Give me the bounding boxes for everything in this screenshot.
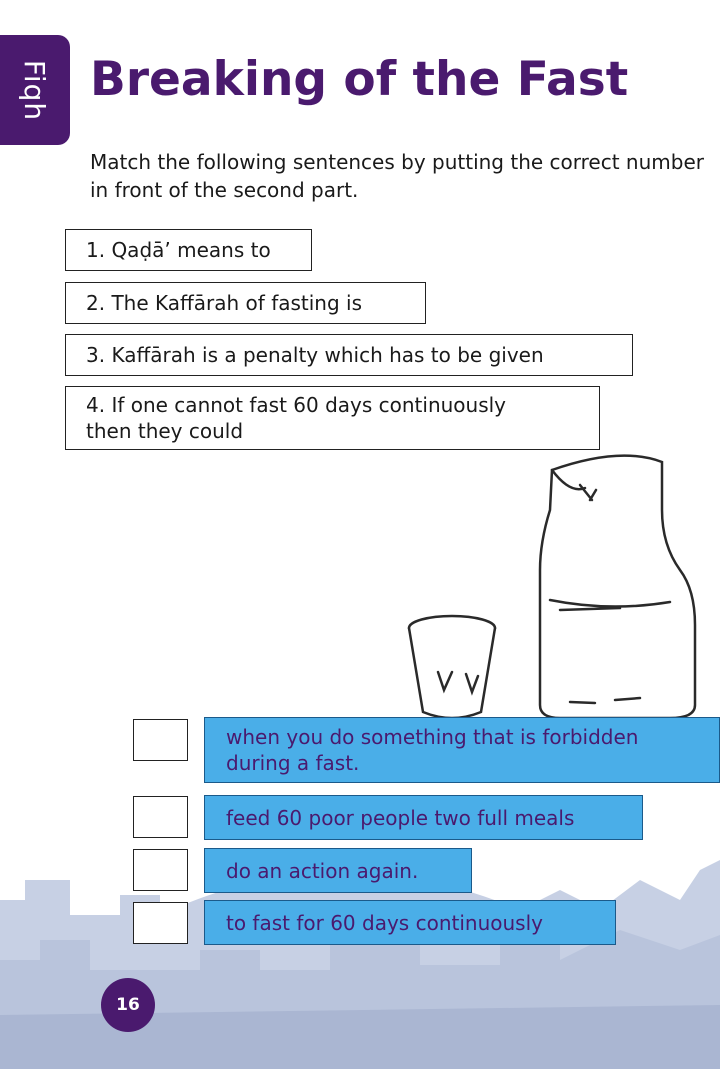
page-number: 16 [116,995,140,1015]
section-tab-label: Fiqh [18,59,52,121]
sentence-3-text: 3. Kaffārah is a penalty which has to be given [86,343,544,367]
glass [409,616,495,718]
sentence-1 [65,229,312,271]
sentence-1-text: 1. Qaḍā’ means to [86,238,271,262]
answer-1-text: when you do something that is forbidden during a fast. [226,725,639,775]
answer-2-text: feed 60 poor people two full meals [226,805,575,830]
answer-box-1[interactable] [133,719,188,761]
sentence-2-text: 2. The Kaffārah of fasting is [86,291,363,315]
answer-3-text: do an action again. [226,858,419,883]
sentence-4 [65,386,600,450]
sentence-2 [65,282,426,324]
answer-box-2[interactable] [133,796,188,838]
water-jug [540,456,695,718]
answer-2 [204,795,643,840]
answer-4 [204,900,616,945]
answer-box-4[interactable] [133,902,188,944]
sentence-3 [65,334,633,376]
sentence-4-text: 4. If one cannot fast 60 days continuously then they could [86,393,507,443]
answer-1 [204,717,720,783]
page-number-badge [101,978,155,1032]
jug-and-glass-illustration [400,450,720,730]
answer-4-text: to fast for 60 days continuously [226,910,543,935]
page-title: Breaking of the Fast [90,52,629,107]
instruction-text: Match the following sentences by putting the correct number in front of the second part. [90,150,704,202]
section-tab-fiqh [0,35,70,145]
answer-3 [204,848,472,893]
answer-box-3[interactable] [133,849,188,891]
